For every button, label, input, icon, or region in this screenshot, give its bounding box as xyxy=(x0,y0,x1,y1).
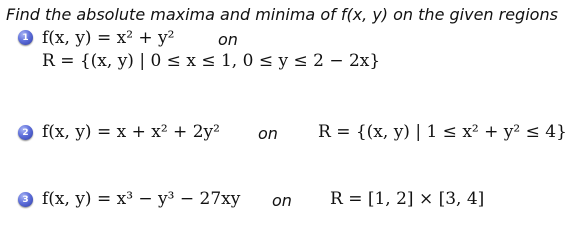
problem-2-function: f(x, y) = x + x² + 2y² xyxy=(42,122,220,142)
problem-1-function: f(x, y) = x² + y² xyxy=(42,28,175,48)
problem-3-connector: on xyxy=(272,191,292,210)
instructions-heading: Find the absolute maxima and minima of f(x, y) on the given regions xyxy=(6,5,558,24)
problem-3-function: f(x, y) = x³ − y³ − 27xy xyxy=(42,189,241,209)
problem-3-number: 3 xyxy=(22,194,29,205)
problem-3-number-badge xyxy=(18,192,33,207)
problem-2-connector: on xyxy=(258,124,278,143)
problem-1-region: R = {(x, y) | 0 ≤ x ≤ 1, 0 ≤ y ≤ 2 − 2x} xyxy=(42,51,381,71)
problem-1-number: 1 xyxy=(22,32,29,43)
problem-1-number-badge xyxy=(18,30,33,45)
problem-2-number-badge xyxy=(18,125,33,140)
problem-3-region: R = [1, 2] × [3, 4] xyxy=(330,189,485,209)
problem-2-region: R = {(x, y) | 1 ≤ x² + y² ≤ 4} xyxy=(318,122,567,142)
problem-1-connector: on xyxy=(218,30,238,49)
problem-2-number: 2 xyxy=(22,127,29,138)
